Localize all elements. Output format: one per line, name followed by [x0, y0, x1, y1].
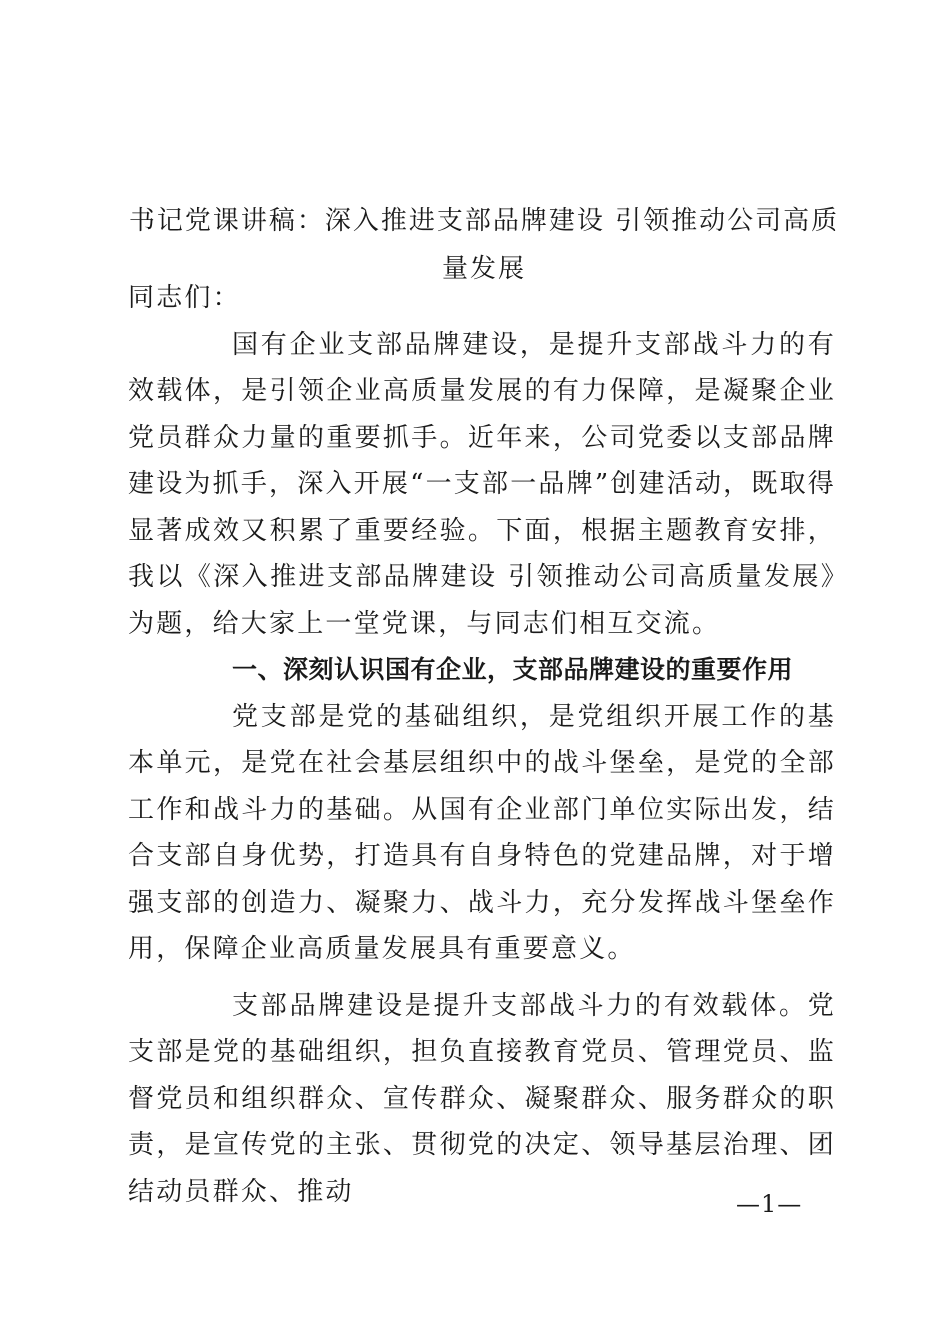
paragraph-intro: 国有企业支部品牌建设，是提升支部战斗力的有效载体，是引领企业高质量发展的有力保障，是凝聚企业党员群众力量的重要抓手。近年来，公司党委以支部品牌建设为抓手，深入开展“一支部一品牌”创建活动，既取得显著成效又积累了重要经验。下面，根据主题教育安排，我以《深入推进支部品牌建设 引领推动公司高质量发展》为题，给大家上一堂党课，与同志们相互交流。	[128, 329, 836, 639]
page-number: —1—	[736, 1190, 803, 1218]
section-heading: 一、深刻认识国有企业，支部品牌建设的重要作用	[232, 655, 794, 684]
salutation: 同志们：	[128, 283, 241, 313]
document-body	[128, 275, 836, 1215]
paragraph-section-1: 党支部是党的基础组织，是党组织开展工作的基本单元，是党在社会基层组织中的战斗堡垒，是党的全部工作和战斗力的基础。从国有企业部门单位实际出发，结合支部自身优势，打造具有自身特色的党建品牌，对于增强支部的创造力、凝聚力、战斗力，充分发挥战斗堡垒作用，保障企业高质量发展具有重要意义。	[128, 701, 836, 964]
document-title: 书记党课讲稿：深入推进支部品牌建设 引领推动公司高质量发展	[128, 206, 840, 285]
paragraph-section-2: 支部品牌建设是提升支部战斗力的有效载体。党支部是党的基础组织，担负直接教育党员、管理党员、监督党员和组织群众、宣传群众、凝聚群众、服务群众的职责，是宣传党的主张、贯彻党的决定、领导基层治理、团结动员群众、推动	[128, 990, 836, 1207]
